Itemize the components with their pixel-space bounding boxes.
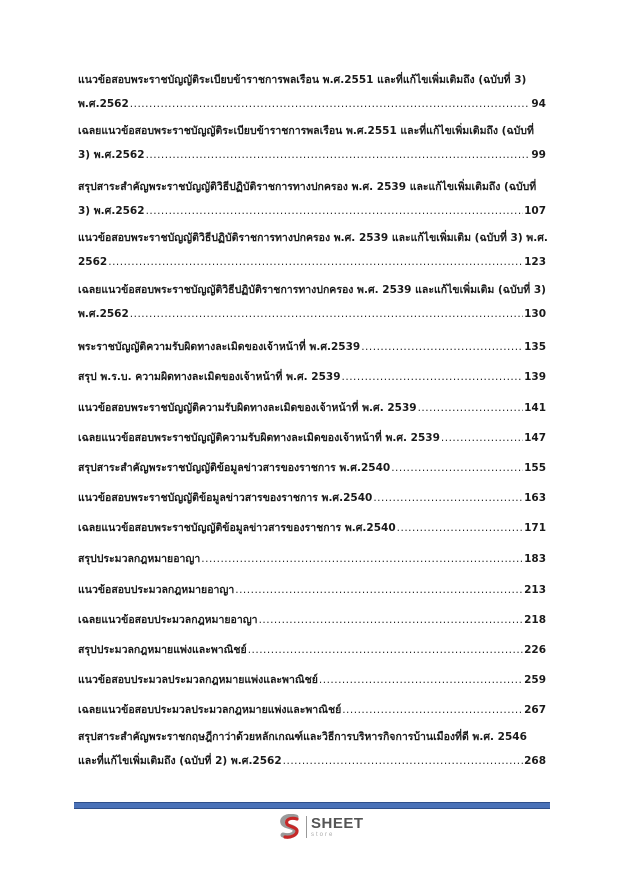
toc-page-number: 218 (524, 614, 546, 626)
toc-entry-title: แนวข้อสอบพระราชบัญญัติความรับผิดทางละเมิดของเจ้าหน้าที่ พ.ศ. 2539 (78, 402, 417, 414)
sheet-store-s-icon (278, 814, 302, 840)
leader-dots (361, 335, 523, 359)
toc-entry-title-cont: 3) พ.ศ.2562 (78, 149, 145, 161)
toc-entry[interactable] (78, 608, 546, 632)
toc-entry[interactable] (78, 278, 546, 326)
toc-entry-title: สรุปสาระสำคัญพระราชบัญญัติวิธีปฏิบัติราชการทางปกครอง พ.ศ. 2539 และแก้ไขเพิ่มเติมถึง (ฉบับที่ (78, 181, 537, 193)
toc-entry[interactable] (78, 119, 546, 167)
leader-dots (146, 143, 531, 167)
leader-dots (342, 698, 523, 722)
toc-entry[interactable] (78, 698, 546, 722)
toc-entry-title: เฉลยแนวข้อสอบพระราชบัญญัติระเบียบข้าราชการพลเรือน พ.ศ.2551 และที่แก้ไขเพิ่มเติมถึง (ฉบับที่ (78, 125, 534, 137)
leader-dots (373, 486, 523, 510)
toc-entry-title: เฉลยแนวข้อสอบประมวลประมวลกฎหมายแพ่งและพาณิชย์ (78, 704, 342, 716)
leader-dots (342, 365, 524, 389)
toc-page-number: 99 (531, 149, 546, 161)
toc-entry-title: แนวข้อสอบพระราชบัญญัติวิธีปฏิบัติราชการทางปกครอง พ.ศ. 2539 และแก้ไขเพิ่มเติม (ฉบับที่ 3) พ.ศ. (78, 232, 548, 244)
toc-entry[interactable] (78, 426, 546, 450)
toc-entry-title: สรุป พ.ร.บ. ความผิดทางละเมิดของเจ้าหน้าที่ พ.ศ. 2539 (78, 371, 341, 383)
toc-entry-title: เฉลยแนวข้อสอบพระราชบัญญัติความรับผิดทางละเมิดของเจ้าหน้าที่ พ.ศ. 2539 (78, 432, 440, 444)
toc-page-number: 171 (524, 522, 546, 534)
leader-dots (146, 199, 524, 223)
leader-dots (130, 92, 531, 116)
toc-entry-title-cont: พ.ศ.2562 (78, 98, 129, 110)
toc-entry-title-cont: 2562 (78, 256, 108, 268)
toc-entry-title: แนวข้อสอบประมวลกฎหมายอาญา (78, 584, 235, 596)
toc-entry-title: สรุปประมวลกฎหมายอาญา (78, 553, 201, 565)
sheet-store-logo (278, 812, 364, 842)
toc-entry-title: เฉลยแนวข้อสอบพระราชบัญญัติวิธีปฏิบัติราชการทางปกครอง พ.ศ. 2539 และแก้ไขเพิ่มเติม (ฉบับที่ 3) (78, 284, 546, 296)
toc-page-number: 94 (531, 98, 546, 110)
leader-dots (235, 578, 523, 602)
toc-entry[interactable] (78, 668, 546, 692)
toc-page-number: 155 (524, 462, 546, 474)
leader-dots (418, 396, 524, 420)
leader-dots (259, 608, 524, 632)
toc-page-number: 267 (524, 704, 546, 716)
toc-entry[interactable] (78, 725, 546, 773)
toc-entry-title: แนวข้อสอบพระราชบัญญัติข้อมูลข่าวสารของราชการ พ.ศ.2540 (78, 492, 373, 504)
toc-page-number: 147 (524, 432, 546, 444)
toc-entry-title: สรุปสาระสำคัญพระราชกฤษฎีกาว่าด้วยหลักเกณฑ์และวิธีการบริหารกิจการบ้านเมืองที่ดี พ.ศ. 2546 (78, 731, 527, 743)
leader-dots (108, 250, 523, 274)
toc-page-number: 163 (524, 492, 546, 504)
toc-entry[interactable] (78, 335, 546, 359)
toc-page-number: 226 (524, 644, 546, 656)
toc-entry-title-cont: พ.ศ.2562 (78, 308, 129, 320)
logo-sub-text: store (311, 832, 335, 838)
toc-entry[interactable] (78, 456, 546, 480)
toc-page-number: 123 (524, 256, 546, 268)
toc-entry[interactable] (78, 638, 546, 662)
leader-dots (319, 668, 523, 692)
toc-entry[interactable] (78, 175, 546, 223)
toc-entry[interactable] (78, 516, 546, 540)
leader-dots (391, 456, 523, 480)
toc-entry[interactable] (78, 578, 546, 602)
logo-separator (306, 816, 307, 838)
toc-entry-title: เฉลยแนวข้อสอบประมวลกฎหมายอาญา (78, 614, 258, 626)
leader-dots (397, 516, 523, 540)
toc-entry-title: เฉลยแนวข้อสอบพระราชบัญญัติข้อมูลข่าวสารของราชการ พ.ศ.2540 (78, 522, 396, 534)
toc-entry-title: แนวข้อสอบพระราชบัญญัติระเบียบข้าราชการพลเรือน พ.ศ.2551 และที่แก้ไขเพิ่มเติมถึง (ฉบับที่ 3) (78, 74, 527, 86)
toc-entry-title-cont: และที่แก้ไขเพิ่มเติมถึง (ฉบับที่ 2) พ.ศ.2562 (78, 755, 282, 767)
toc-page-number: 135 (524, 341, 546, 353)
leader-dots (248, 638, 523, 662)
toc-entry[interactable] (78, 365, 546, 389)
toc-page-number: 107 (524, 205, 546, 217)
logo-main-text: SHEET (311, 815, 364, 832)
toc-entry-title: พระราชบัญญัติความรับผิดทางละเมิดของเจ้าหน้าที่ พ.ศ.2539 (78, 341, 361, 353)
toc-page-number: 141 (524, 402, 546, 414)
toc-page-number: 130 (524, 308, 546, 320)
footer-divider-bar (74, 802, 550, 809)
toc-entry-title: สรุปประมวลกฎหมายแพ่งและพาณิชย์ (78, 644, 247, 656)
toc-page-number: 183 (524, 553, 546, 565)
toc-page-number: 259 (524, 674, 546, 686)
leader-dots (441, 426, 523, 450)
toc-entry[interactable] (78, 68, 546, 116)
toc-entry-title: สรุปสาระสำคัญพระราชบัญญัติข้อมูลข่าวสารของราชการ พ.ศ.2540 (78, 462, 391, 474)
toc-entry-title-cont: 3) พ.ศ.2562 (78, 205, 145, 217)
toc-page-number: 139 (524, 371, 546, 383)
toc-entry-title: แนวข้อสอบประมวลประมวลกฎหมายแพ่งและพาณิชย์ (78, 674, 318, 686)
leader-dots (201, 547, 523, 571)
toc-entry[interactable] (78, 396, 546, 420)
logo-wordmark (311, 816, 364, 838)
leader-dots (130, 302, 523, 326)
toc-entry[interactable] (78, 486, 546, 510)
toc-page-number: 213 (524, 584, 546, 596)
toc-page-number: 268 (524, 755, 546, 767)
toc-entry[interactable] (78, 547, 546, 571)
toc-entry[interactable] (78, 226, 546, 274)
leader-dots (283, 749, 523, 773)
